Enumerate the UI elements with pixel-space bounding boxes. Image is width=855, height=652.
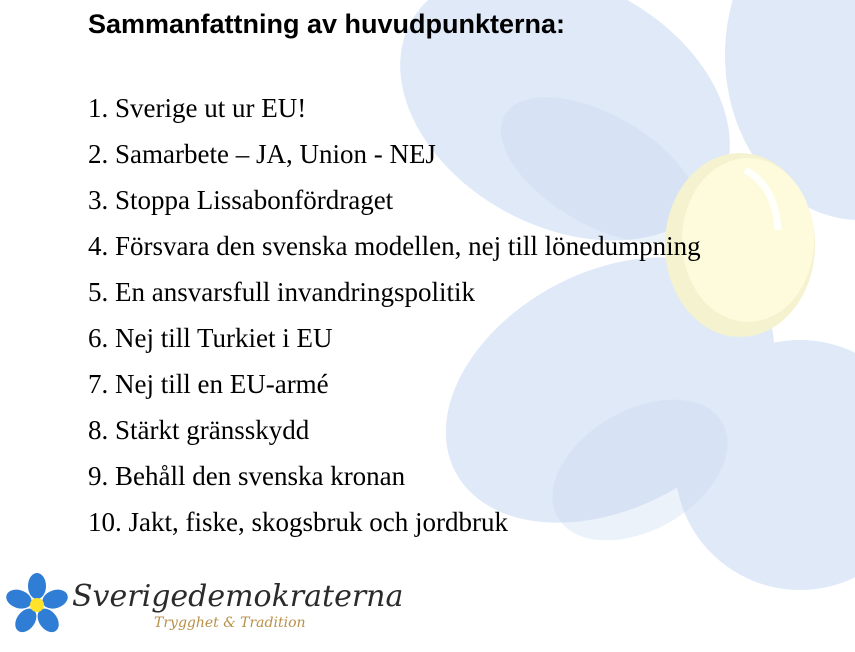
main-points-list xyxy=(88,88,701,548)
list-item: 3. Stoppa Lissabonfördraget xyxy=(88,185,394,215)
list-item: 8. Stärkt gränsskydd xyxy=(88,415,310,445)
blue-flower-icon xyxy=(6,572,68,636)
list-item: 10. Jakt, fiske, skogsbruk och jordbruk xyxy=(88,507,508,537)
slide-title: Sammanfattning av huvudpunkterna: xyxy=(88,9,566,39)
list-item: 1. Sverige ut ur EU! xyxy=(88,93,307,123)
list-item: 4. Försvara den svenska modellen, nej till lönedumpning xyxy=(88,231,701,261)
list-item: 2. Samarbete – JA, Union - NEJ xyxy=(88,139,436,169)
list-item: 7. Nej till en EU-armé xyxy=(88,369,329,399)
logo-name: Sverigedemokraterna xyxy=(72,579,404,614)
party-logo xyxy=(6,570,404,640)
list-item: 5. En ansvarsfull invandringspolitik xyxy=(88,277,475,307)
list-item: 6. Nej till Turkiet i EU xyxy=(88,323,333,353)
list-item: 9. Behåll den svenska kronan xyxy=(88,461,406,491)
logo-tagline: Trygghet & Tradition xyxy=(154,615,306,631)
